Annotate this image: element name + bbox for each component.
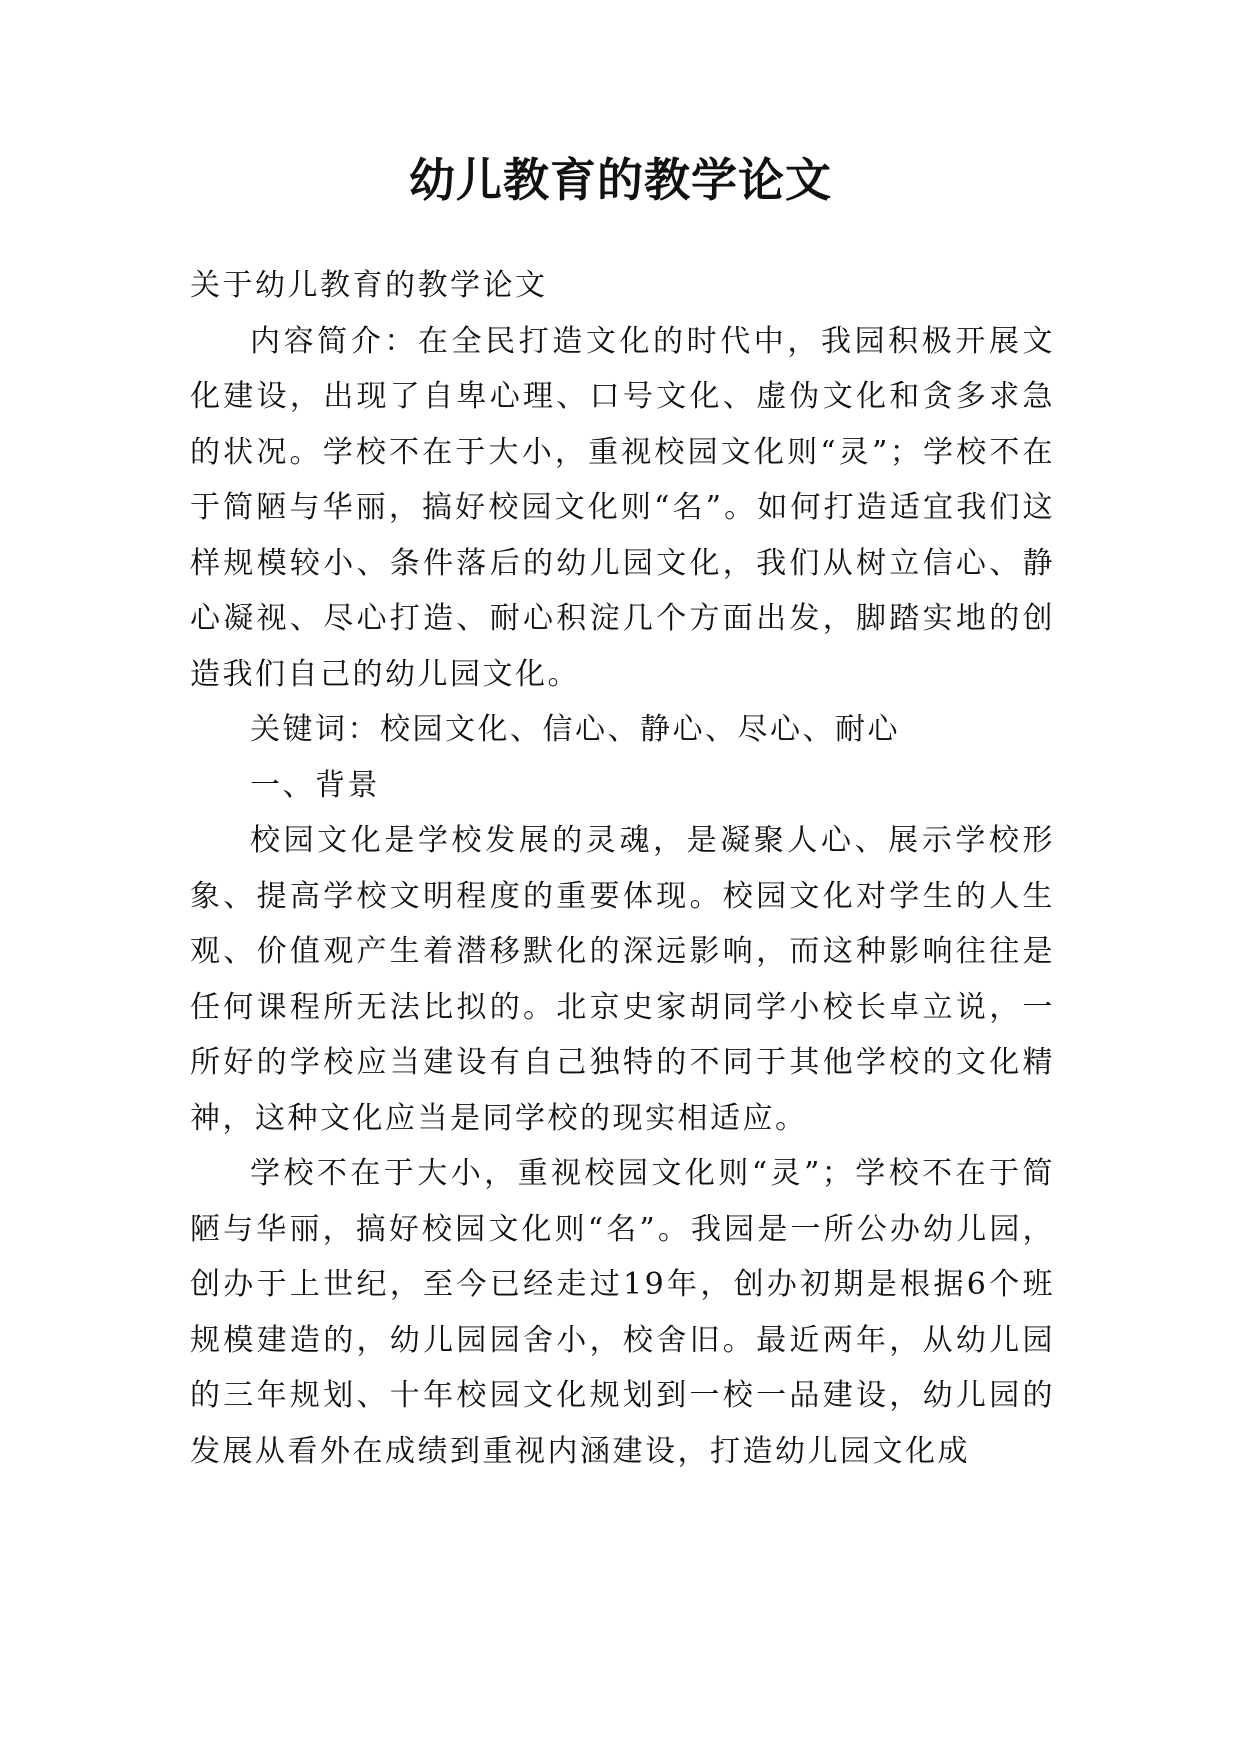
body-paragraph: 校园文化是学校发展的灵魂，是凝聚人心、展示学校形象、提高学校文明程度的重要体现。校园文化对学生的人生观、价值观产生着潜移默化的深远影响，而这种影响往往是任何课程所无法比拟的。北京史家胡同学小校长卓立说，一所好的学校应当建设有自己独特的不同于其他学校的文化精神，这种文化应当是同学校的现实相适应。	[190, 823, 1055, 1136]
document-title: 幼儿教育的教学论文	[409, 153, 832, 207]
section-heading-background: 一、背景	[250, 767, 380, 803]
keywords-paragraph: 关键词：校园文化、信心、静心、尽心、耐心	[250, 712, 900, 747]
document-body	[190, 258, 1055, 1479]
abstract-paragraph: 内容简介：在全民打造文化的时代中，我园积极开展文化建设，出现了自卑心理、口号文化、虚伪文化和贪多求急的状况。学校不在于大小，重视校园文化则“灵”；学校不在于简陋与华丽，搞好校园文化则“名”。如何打造适宜我们这样规模较小、条件落后的幼儿园文化，我们从树立信心、静心凝视、尽心打造、耐心积淀几个方面出发，脚踏实地的创造我们自己的幼儿园文化。	[190, 323, 1055, 692]
body-paragraph: 学校不在于大小，重视校园文化则“灵”；学校不在于简陋与华丽，搞好校园文化则“名”。我园是一所公办幼儿园，创办于上世纪，至今已经走过19年，创办初期是根据6个班规模建造的，幼儿园园舍小，校舍旧。最近两年，从幼儿园的三年规划、十年校园文化规划到一校一品建设，幼儿园的发展从看外在成绩到重视内涵建设，打造幼儿园文化成	[190, 1156, 1055, 1469]
subtitle-line: 关于幼儿教育的教学论文	[190, 268, 548, 303]
